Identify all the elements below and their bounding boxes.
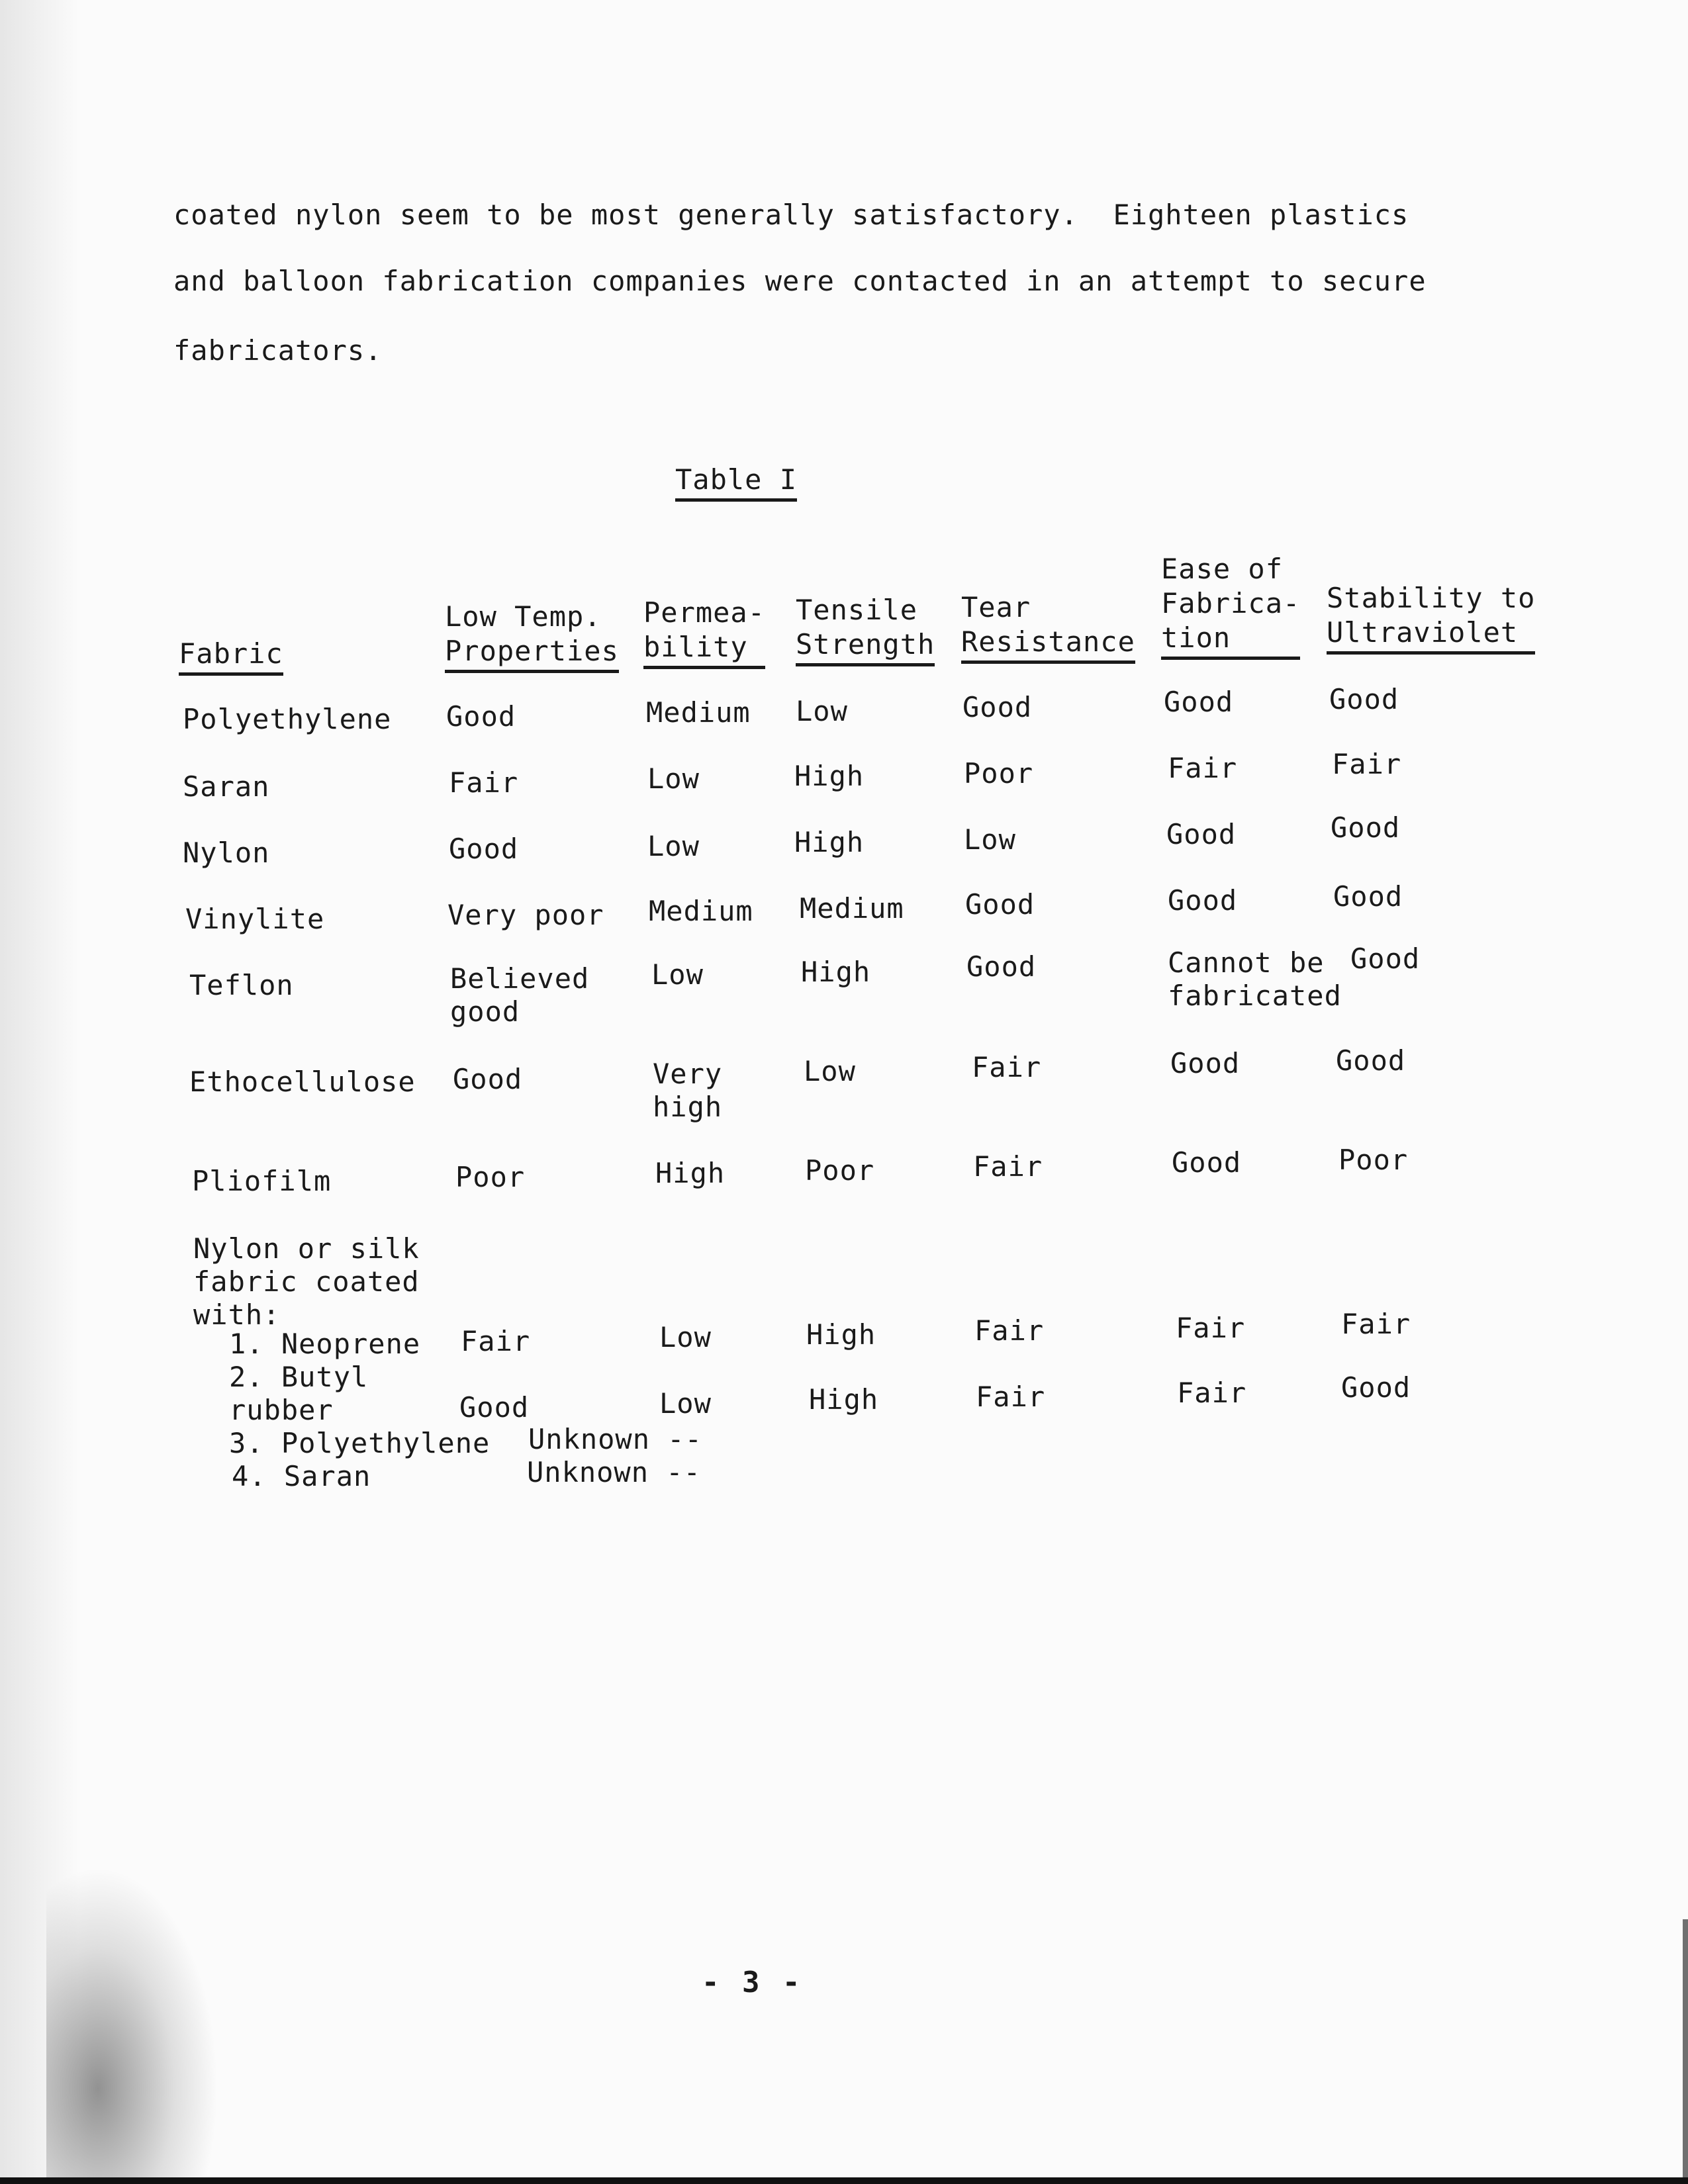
table-cell: Low <box>659 1321 712 1353</box>
table-cell: High <box>806 1318 876 1351</box>
table-cell: 2. Butyl rubber <box>229 1361 369 1426</box>
table-cell: Good <box>1170 1047 1241 1079</box>
scan-shadow <box>0 0 79 2184</box>
header-stability <box>1327 581 1535 655</box>
header-ease <box>1161 552 1300 660</box>
header-tear-text: Tear Resistance <box>961 590 1135 664</box>
header-ease-text: Ease of Fabrica- tion <box>1161 552 1300 660</box>
table-cell: Fair <box>973 1150 1043 1183</box>
coated-group-label: Nylon or silk fabric coated with: <box>193 1232 420 1331</box>
header-tensile <box>796 593 935 666</box>
paragraph-line-1: coated nylon seem to be most generally satisfactory. Eighteen plastics <box>173 199 1409 231</box>
table-cell: Low <box>647 762 700 795</box>
table-cell: Very high <box>653 1058 723 1123</box>
header-tear <box>961 590 1135 664</box>
header-stability-text: Stability to Ultraviolet <box>1327 581 1535 655</box>
table-cell: Poor <box>805 1154 875 1187</box>
table-cell: Very poor <box>447 899 604 931</box>
table-cell: Good <box>1333 880 1403 913</box>
table-cell: 4. Saran <box>232 1460 371 1492</box>
table-cell: Medium <box>649 895 753 927</box>
table-cell: Good <box>1336 1044 1406 1077</box>
table-cell: High <box>809 1383 879 1416</box>
table-cell: Low <box>647 830 700 862</box>
table-cell: Fair <box>449 766 519 799</box>
table-cell: Low <box>651 958 704 991</box>
table-cell: Saran <box>183 770 270 803</box>
table-cell: Good <box>962 691 1033 723</box>
paragraph-line-2: and balloon fabrication companies were contacted in an attempt to secure <box>173 265 1427 297</box>
header-permeability <box>643 596 765 669</box>
table-cell: Nylon <box>183 837 270 869</box>
paragraph-line-3: fabricators. <box>173 334 383 367</box>
table-cell: Fair <box>972 1051 1042 1083</box>
table-cell: Good <box>966 950 1037 983</box>
table-cell: Poor <box>455 1161 526 1193</box>
table-cell: Poor <box>964 757 1034 790</box>
table-cell: Medium <box>800 892 904 925</box>
table-cell: Good <box>1166 818 1237 850</box>
table-cell: 3. Polyethylene <box>229 1427 491 1459</box>
table-cell: High <box>801 956 871 988</box>
scan-smudge <box>46 1866 218 2184</box>
table-cell: Good <box>453 1063 523 1095</box>
header-fabric <box>179 637 283 676</box>
table-cell: High <box>794 826 865 858</box>
table-cell: Good <box>1172 1146 1242 1179</box>
table-cell: Pliofilm <box>192 1165 332 1197</box>
table-cell: Medium <box>646 696 751 729</box>
scan-edge-bottom <box>0 2177 1688 2184</box>
table-cell: Good <box>1164 686 1234 718</box>
table-cell: Polyethylene <box>183 703 392 735</box>
table-cell: Low <box>796 695 848 727</box>
table-cell: Good <box>1329 683 1399 715</box>
table-cell: 1. Neoprene <box>229 1328 421 1360</box>
table-cell: Teflon <box>189 969 294 1001</box>
table-cell: Fair <box>1341 1308 1411 1340</box>
table-title <box>675 463 797 502</box>
header-fabric-text: Fabric <box>179 637 283 676</box>
table-cell: Unknown -- <box>527 1456 701 1488</box>
header-tensile-text: Tensile Strength <box>796 593 935 666</box>
table-cell: Unknown -- <box>528 1423 702 1455</box>
table-cell: Poor <box>1338 1144 1409 1176</box>
scan-edge <box>1683 1919 1688 2184</box>
table-cell: Good <box>1350 942 1421 975</box>
table-cell: Fair <box>461 1325 531 1357</box>
table-cell: Believed good <box>450 962 590 1028</box>
table-cell: Low <box>659 1387 712 1420</box>
table-title-text: Table I <box>675 463 797 502</box>
table-cell: Cannot be fabricated <box>1168 946 1342 1012</box>
table-cell: Fair <box>974 1314 1045 1347</box>
table-cell: Good <box>1341 1371 1411 1404</box>
table-cell: Fair <box>1176 1312 1246 1344</box>
table-cell: High <box>655 1157 726 1189</box>
table-cell: High <box>794 760 865 792</box>
header-permeability-text: Permea- bility <box>643 596 765 669</box>
table-cell: Good <box>446 700 516 733</box>
page-number: - 3 - <box>702 1966 803 1999</box>
table-cell: Fair <box>1332 748 1402 780</box>
header-low-temp <box>445 600 619 673</box>
table-cell: Ethocellulose <box>189 1066 416 1098</box>
table-cell: Good <box>459 1391 530 1424</box>
header-low-temp-text: Low Temp. Properties <box>445 600 619 673</box>
table-cell: Good <box>1331 811 1401 844</box>
table-cell: Low <box>964 823 1016 856</box>
table-cell: Fair <box>976 1381 1046 1413</box>
table-cell: Good <box>1168 884 1238 917</box>
table-cell: Fair <box>1168 752 1238 784</box>
table-cell: Good <box>965 888 1035 921</box>
table-cell: Vinylite <box>185 903 325 935</box>
table-cell: Low <box>804 1055 856 1087</box>
table-cell: Fair <box>1177 1377 1247 1409</box>
table-cell: Good <box>449 833 519 865</box>
